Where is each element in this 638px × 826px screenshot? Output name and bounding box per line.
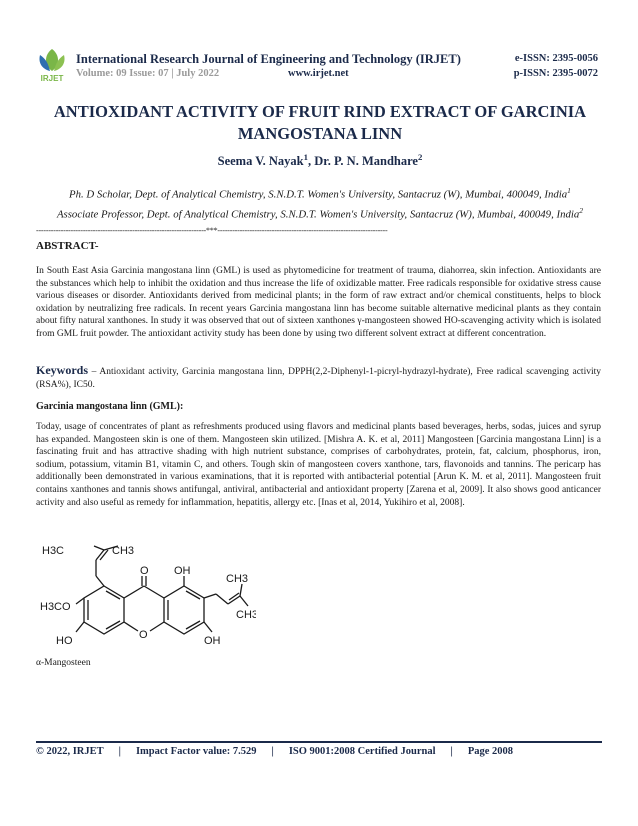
title-line-2: MANGOSTANA LINN: [237, 124, 403, 143]
separator-line: ---------------------------------------------------------------------***---------------------------------------------------------------------: [36, 226, 388, 235]
author-separator: ,: [308, 154, 315, 169]
footer: [36, 746, 602, 757]
label-h3c-top: H3C: [42, 545, 65, 557]
label-ch3-right: CH3: [236, 609, 256, 621]
affiliation-1: Ph. D Scholar, Dept. of Analytical Chemistry, S.N.D.T. Women's University, Santacruz (W), Mumbai, 400049, India$^1$: [69, 186, 571, 201]
label-o-ring: O: [139, 629, 148, 641]
paper-title: [40, 101, 600, 145]
title-line-1: ANTIOXIDANT ACTIVITY OF FRUIT RIND EXTRACT OF GARCINIA: [53, 102, 587, 121]
pissn: p-ISSN: 2395-0072: [513, 68, 598, 79]
eissn: e-ISSN: 2395-0056: [514, 53, 598, 64]
abstract-heading: ABSTRACT-: [36, 240, 99, 252]
author-1: Seema V. Nayak: [217, 154, 304, 169]
authors: [40, 152, 600, 169]
affiliation-2: Associate Professor, Dept. of Analytical Chemistry, S.N.D.T. Women's University, Santacruz (W), Mumbai, 400049, India$^2$: [56, 205, 584, 221]
alpha-mangosteen-structure: [36, 538, 256, 656]
label-o-carbonyl: O: [140, 565, 149, 577]
author-2-sup: 2: [417, 152, 423, 162]
journal-logo: [34, 45, 70, 83]
section-text: Today, usage of concentrates of plant as refreshments produced using flavors and medicinal plants based beverages, herbs, sodas, juices and syrup has expanded. Mangosteen skin is one of them. Mangosteen skin utilized. [Mishra A. K. et al, 2011] Mangosteen [Garcinia mangostana Linn] is a fascinating fruit and has attractive shading with high nutrient substance, comprises of carbohydrates, protein, fat, calcium, phosphorus, iron, sodium, potassium, vitamin B1, vitamin C, and others. Tough skin of mangosteen covers xanthone, tars, flavonoids and tannins. The pericarp has additionally been demonstrated in various examinations, that it is reported with antibacterial potential [Arun K. M. et al, 2011]. Mangosteen fruit contains xanthones and tannis shows antifungal, antiviral, antibacterial and antioxidant property [Zarena et al, 2009]. It also shows good anticancer activity and also useful as remedy for inflammation, hepatitis, allergy etc. [Inas et al, 2014, Yukihiro et al, 2008].: [36, 422, 601, 508]
keywords-label: Keywords: [36, 363, 88, 377]
figure-caption: α-Mangosteen: [36, 658, 91, 668]
abstract-text: In South East Asia Garcinia mangostana linn (GML) is used as phytomedicine for treatment of trauma, diahorrea, skin infection. Antioxidants are the substances which help to inhibit the oxidation and thus increase the life of oxidizable matter. Free radicals responsible for oxidative stress cause various diseases or disorder. Antioxidants derived from medicinal plants; in the form of raw extract and/or chemical constituents, helps to block oxidation by neutralizing free radicals. In recent years Garcinia mangostana linn has become suitable alternative medicinal plants as they contain about fifty natural xanthones. In study it was observed that out of sixteen xanthones γ-mangosteen showed HO-scavenging activity which is isolated from GML fruit powder. The antioxidant activity study has been done by using two different solvent extract at different concentration.: [36, 266, 601, 339]
logo-text: IRJET: [40, 74, 64, 83]
label-oh-top: OH: [174, 565, 191, 577]
footer-separator: |: [271, 746, 274, 757]
label-oh-right: OH: [204, 635, 221, 647]
keywords-text: – Antioxidant activity, Garcinia mangostana linn, DPPH(2,2-Diphenyl-1-picryl-hydrazyl-hydrate), Free radical scavenging activity (RSA%), IC50.: [36, 367, 601, 390]
label-ho-left: HO: [56, 635, 73, 647]
label-h3co: H3CO: [40, 601, 71, 613]
label-ch3-top: CH3: [112, 545, 135, 557]
footer-copyright: © 2022, IRJET: [36, 746, 104, 757]
journal-name: International Research Journal of Engineering and Technology (IRJET): [76, 52, 461, 66]
keywords: [36, 364, 601, 391]
section-heading: Garcinia mangostana linn (GML):: [36, 401, 184, 412]
label-ch3-right-top: CH3: [226, 573, 249, 585]
footer-separator: |: [118, 746, 121, 757]
author-2: Dr. P. N. Mandhare: [314, 154, 418, 169]
footer-iso: ISO 9001:2008 Certified Journal: [288, 746, 436, 757]
leaf-logo-icon: [34, 45, 70, 83]
footer-rule: [36, 741, 602, 743]
molecule-diagram: [36, 538, 256, 656]
volume-issue: Volume: 09 Issue: 07 | July 2022: [76, 68, 220, 79]
footer-separator: |: [450, 746, 453, 757]
author-1-sup: 1: [303, 152, 309, 162]
footer-page: Page 2008: [467, 746, 514, 757]
affiliations: [40, 183, 600, 222]
journal-website-link[interactable]: www.irjet.net: [288, 68, 349, 79]
footer-impact: Impact Factor value: 7.529: [135, 746, 257, 757]
